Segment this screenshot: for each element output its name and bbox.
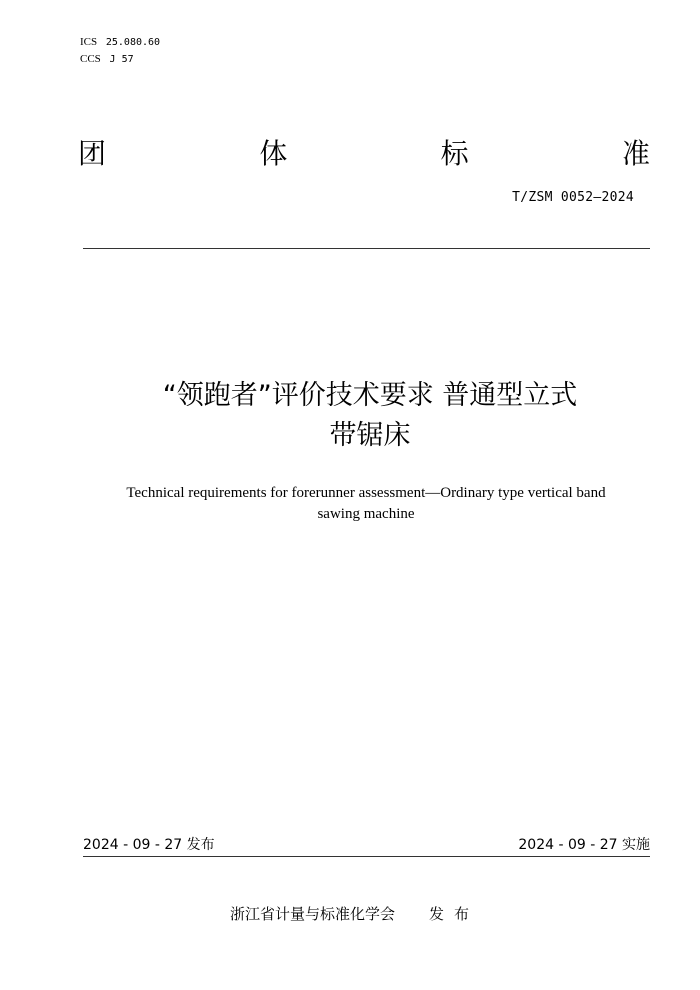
implementation-date: 2024 - 09 - 27 实施 (518, 837, 650, 853)
chinese-title (110, 376, 630, 456)
chinese-title-line-1: “领跑者”评价技术要求 普通型立式 (162, 380, 578, 411)
english-title-line-2: sawing machine (317, 506, 415, 522)
publisher (230, 904, 479, 924)
english-title (90, 483, 642, 525)
ics-value: 25.080.60 (105, 37, 161, 48)
standard-type-char: 体 (259, 137, 288, 170)
ccs-row (80, 51, 160, 68)
standard-type-char: 准 (621, 137, 650, 170)
standard-type-heading (78, 134, 650, 174)
ccs-value: J 57 (109, 54, 134, 65)
ics-label: ICS (80, 36, 98, 48)
standard-type-char: 标 (440, 137, 469, 170)
publisher-action: 发布 (429, 905, 480, 923)
ics-row (80, 34, 160, 51)
bottom-divider (83, 856, 650, 857)
ccs-label: CCS (80, 53, 101, 65)
chinese-title-line-2: 带锯床 (329, 420, 411, 451)
classification-codes (80, 34, 160, 68)
publisher-organization: 浙江省计量与标准化学会 (230, 905, 396, 923)
standard-type-char: 团 (78, 137, 107, 170)
issue-date: 2024 - 09 - 27 发布 (83, 837, 215, 853)
english-title-line-1: Technical requirements for forerunner assessment—Ordinary type vertical band (126, 485, 606, 501)
standard-number: T/ZSM 0052—2024 (512, 190, 634, 205)
top-divider (83, 248, 650, 249)
